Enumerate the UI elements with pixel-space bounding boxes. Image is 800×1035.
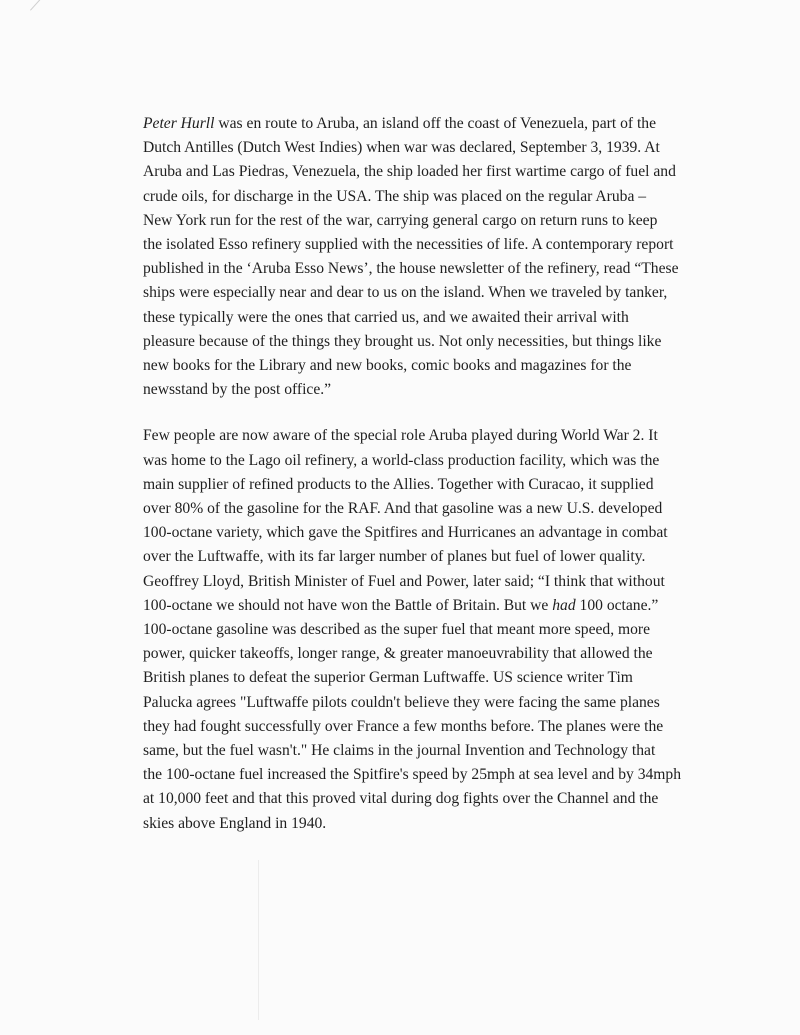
- document-body: [143, 112, 682, 836]
- text-line: [143, 306, 663, 330]
- scan-artifact-mark: [30, 0, 68, 11]
- text-run: ships were especially near and dear to us on the island. When we traveled by tanker,: [143, 284, 668, 302]
- text-run: same, but the fuel wasn't." He claims in the journal Invention and Technology that: [143, 742, 656, 760]
- text-run: Geoffrey Lloyd, British Minister of Fuel and Power, later said; “I think that without: [143, 572, 665, 590]
- text-line: [143, 618, 663, 642]
- text-run: the isolated Esso refinery supplied with the necessities of life. A contemporary report: [143, 236, 674, 254]
- text-line: [143, 112, 663, 136]
- text-line: [143, 473, 663, 497]
- text-line: [143, 787, 663, 811]
- text-line: [143, 715, 663, 739]
- text-run: pleasure because of the things they brought us. Not only necessities, but things like: [143, 332, 662, 350]
- text-run: Palucka agrees "Luftwaffe pilots couldn't believe they were facing the same planes: [143, 693, 660, 711]
- text-run: was en route to Aruba, an island off the coast of Venezuela, part of the: [214, 115, 657, 132]
- text-line: [143, 378, 663, 402]
- text-run: they had fought successfully over France a few months before. The planes were the: [143, 717, 664, 735]
- text-line: [143, 257, 679, 281]
- text-line: [143, 570, 663, 594]
- text-line: [143, 160, 676, 184]
- text-line: [143, 594, 663, 618]
- text-line: [143, 424, 663, 448]
- text-run: 100-octane we should not have won the Battle of Britain. But we: [143, 596, 553, 614]
- text-line: [143, 354, 663, 378]
- text-run: new books for the Library and new books, comic books and magazines for the: [143, 357, 632, 375]
- text-run: Dutch Antilles (Dutch West Indies) when war was declared, September 3, 1939. At: [143, 139, 660, 157]
- text-run: main supplier of refined products to the Allies. Together with Curacao, it supplied: [143, 475, 654, 493]
- text-line: [143, 136, 663, 160]
- text-run: published in the ‘Aruba Esso News’, the house newsletter of the refinery, read “These: [143, 260, 679, 278]
- text-line: [143, 209, 663, 233]
- italic-text: Peter Hurll: [143, 115, 215, 132]
- text-line: [143, 449, 663, 473]
- text-run: was home to the Lago oil refinery, a world-class production facility, which was the: [143, 451, 660, 469]
- text-run: these typically were the ones that carried us, and we awaited their arrival with: [143, 308, 629, 326]
- text-run: British planes to defeat the superior German Luftwaffe. US science writer Tim: [143, 669, 633, 687]
- text-line: [143, 233, 674, 257]
- text-line: [143, 666, 663, 690]
- paragraph: [143, 424, 682, 835]
- text-line: [143, 691, 663, 715]
- text-line: [143, 185, 663, 209]
- text-line: [143, 739, 663, 763]
- text-run: Few people are now aware of the special role Aruba played during World War 2. It: [143, 427, 658, 445]
- text-run: newsstand by the post office.”: [143, 381, 332, 399]
- scan-artifact-line: [258, 860, 259, 1020]
- text-run: 100 octane.”: [575, 596, 659, 614]
- text-run: over the Luftwaffe, with its far larger number of planes but fuel of lower quality.: [143, 548, 646, 566]
- text-line: [143, 281, 668, 305]
- text-line: [143, 812, 663, 836]
- text-line: [143, 763, 682, 787]
- text-line: [143, 497, 663, 521]
- text-run: skies above England in 1940.: [143, 814, 327, 832]
- text-line: [143, 330, 663, 354]
- text-run: the 100-octane fuel increased the Spitfire's speed by 25mph at sea level and by 34mph: [143, 766, 682, 784]
- text-run: over 80% of the gasoline for the RAF. And that gasoline was a new U.S. developed: [143, 500, 663, 518]
- text-run: crude oils, for discharge in the USA. The ship was placed on the regular Aruba –: [143, 187, 647, 205]
- text-run: at 10,000 feet and that this proved vital during dog fights over the Channel and the: [143, 790, 659, 808]
- text-run: Aruba and Las Piedras, Venezuela, the ship loaded her first wartime cargo of fuel and: [143, 163, 676, 181]
- text-line: [143, 642, 663, 666]
- text-run: 100-octane variety, which gave the Spitfires and Hurricanes an advantage in combat: [143, 524, 668, 542]
- paragraph: [143, 112, 679, 402]
- text-run: power, quicker takeoffs, longer range, & greater manoeuvrability that allowed the: [143, 645, 653, 663]
- text-run: 100-octane gasoline was described as the super fuel that meant more speed, more: [143, 621, 651, 639]
- italic-text: had: [552, 596, 576, 614]
- text-line: [143, 545, 663, 569]
- text-run: New York run for the rest of the war, carrying general cargo on return runs to keep: [143, 211, 658, 229]
- text-line: [143, 521, 668, 545]
